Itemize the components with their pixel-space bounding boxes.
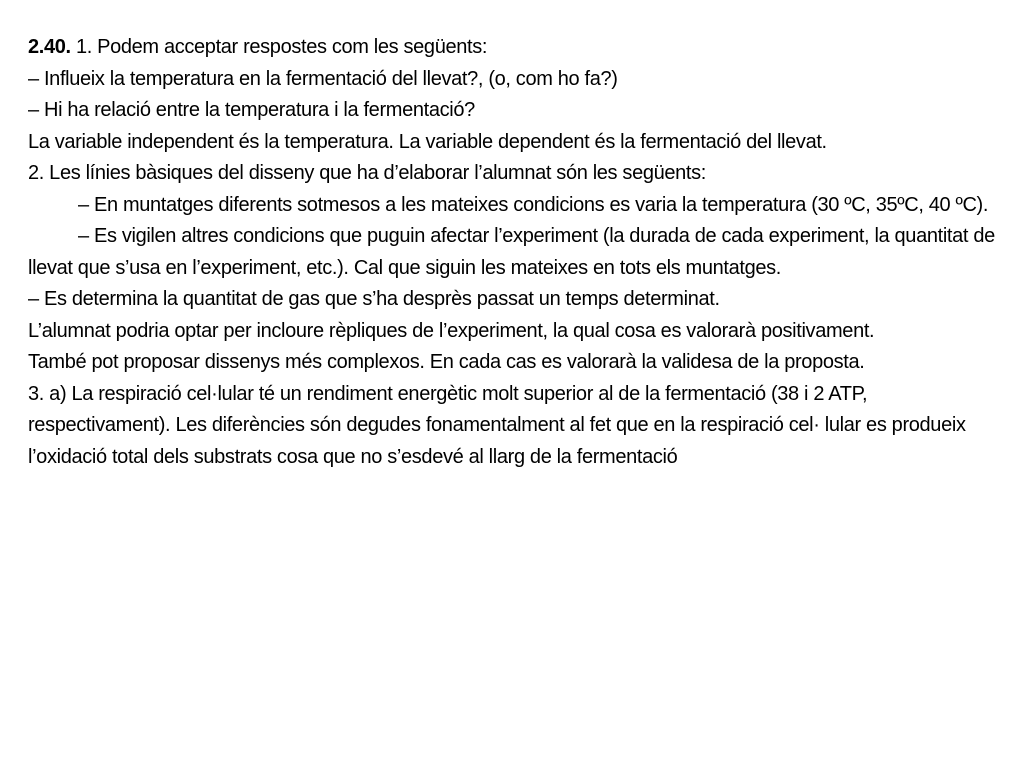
design-point-conditions: – Es vigilen altres condicions que puguin afectar l’experiment (la durada de cada experiment, la quantitat de llevat que s’usa en l’experiment, etc.). Cal que siguin les mateixes en tots els muntatges.: [28, 225, 995, 279]
answer-3a-paragraph: 3. a) La respiració cel·lular té un rendiment energètic molt superior al de la fermentació (38 i 2 ATP, respectivament). Les diferències són degudes fonamentalment al fet que en la respiració cel· lular es produeix l’oxidació total dels substrats cosa que no s’esdevé al llarg de la fermentació: [28, 382, 966, 468]
answer-text-block: [28, 32, 1000, 473]
variables-paragraph: La variable independent és la temperatura. La variable dependent és la fermentació del llevat.: [28, 130, 827, 153]
heading-text: 1. Podem acceptar respostes com les següents:: [70, 36, 488, 58]
replicas-paragraph: L’alumnat podria optar per incloure rèpliques de l’experiment, la qual cosa es valorarà positivament.: [28, 319, 875, 342]
design-intro: 2. Les línies bàsiques del disseny que ha d’elaborar l’alumnat són les següents:: [28, 162, 706, 184]
design-point-temperature: – En muntatges diferents sotmesos a les mateixes condicions es varia la temperatura (30 ºC, 35ºC, 40 ºC).: [78, 193, 989, 216]
complex-designs-paragraph: També pot proposar dissenys més complexos. En cada cas es valorarà la validesa de la proposta.: [28, 351, 865, 373]
heading-line: [28, 32, 1000, 64]
question-temperature-relation: – Hi ha relació entre la temperatura i la fermentació?: [28, 99, 475, 121]
design-point-gas: – Es determina la quantitat de gas que s’ha desprès passat un temps determinat.: [28, 288, 720, 310]
exercise-number: 2.40.: [28, 36, 71, 58]
question-temperature-influence: – Influeix la temperatura en la fermentació del llevat?, (o, com ho fa?): [28, 67, 618, 90]
